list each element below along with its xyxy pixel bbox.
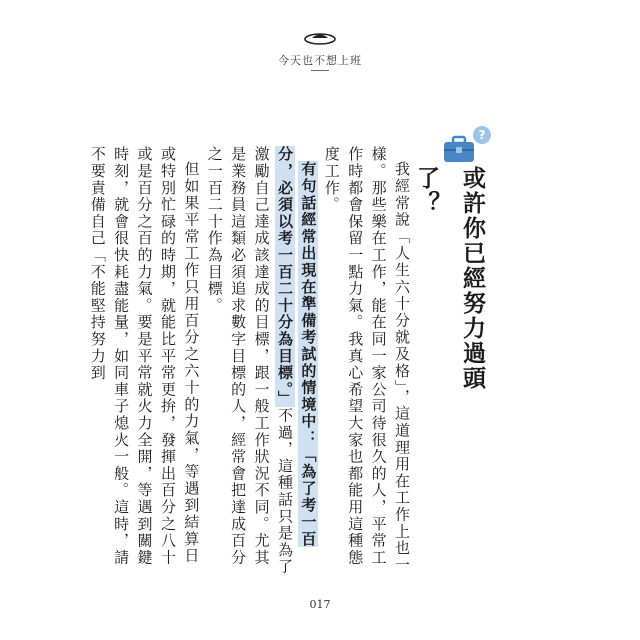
paragraph-3: 但如果平常工作只用百分之六十的力氣，等遇到結算日或特別忙碌的時期，就能比平常更拚，發揮出百分之八十或是百分之百的力氣。要是平常就火力全開，等遇到關鍵時刻，就會很快耗盡能量，如同車子熄火一般。這時，請不要責備自己「不能堅持努力到 (88, 146, 201, 566)
page-number: 017 (309, 598, 331, 611)
highlighted-quote: 有句話經常出現在準備考試的情境中：「為了考一百分，必須以考一百二十分為目標。」 (275, 146, 318, 548)
chapter-title: 或許你已經努力過頭了？ (413, 166, 485, 391)
body-text (88, 146, 413, 576)
slipper-icon (302, 30, 338, 46)
header-divider (311, 70, 329, 71)
paragraph-2-rest: 不過，這種話只是為了激勵自己達成該達成的目標，跟一般工作狀況不同。尤其是業務員這類必須追求數字目標的人，經常會把達成百分之一百二十作為目標。 (205, 146, 294, 576)
briefcase-question-icon (442, 124, 492, 166)
paragraph-1: 我經常說「人生六十分就及格」，這道理用在工作上也一樣。那些樂在工作，能在同一家公司待很久的人，平常工作時都會保留一點力氣。我真心希望大家也都能用這種態度工作。 (322, 146, 411, 574)
running-header-title: 今天也不想上班 (278, 54, 362, 67)
paragraph-2 (202, 146, 319, 576)
svg-text:?: ? (478, 128, 486, 142)
